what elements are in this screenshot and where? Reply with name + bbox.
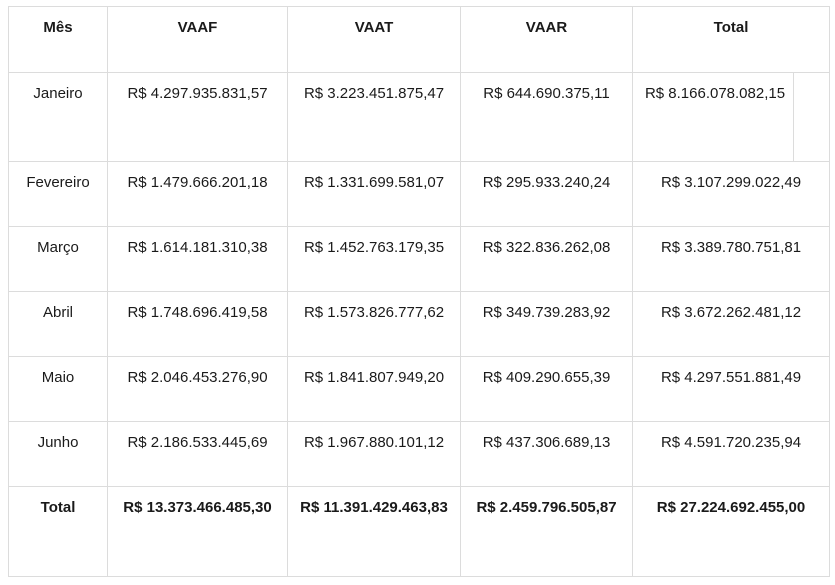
total-cell-text: R$ 8.166.078.082,15 bbox=[644, 85, 786, 102]
vaaf-total-cell: R$ 13.373.466.485,30 bbox=[108, 487, 288, 577]
header-total: Total bbox=[633, 7, 830, 73]
month-cell: Janeiro bbox=[9, 73, 108, 162]
grand-total-cell: R$ 27.224.692.455,00 bbox=[633, 487, 830, 577]
vaaf-cell: R$ 2.046.453.276,90 bbox=[108, 357, 288, 422]
header-vaar: VAAR bbox=[461, 7, 633, 73]
total-cell: R$ 4.591.720.235,94 bbox=[633, 422, 830, 487]
month-cell: Junho bbox=[9, 422, 108, 487]
vaaf-cell: R$ 1.748.696.419,58 bbox=[108, 292, 288, 357]
vaar-total-cell: R$ 2.459.796.505,87 bbox=[461, 487, 633, 577]
table-total-row bbox=[9, 487, 830, 577]
vaat-cell: R$ 1.841.807.949,20 bbox=[288, 357, 461, 422]
vaat-cell: R$ 1.452.763.179,35 bbox=[288, 227, 461, 292]
month-cell: Maio bbox=[9, 357, 108, 422]
table-row bbox=[9, 292, 830, 357]
monthly-values-table bbox=[8, 6, 830, 577]
table-row bbox=[9, 162, 830, 227]
month-cell: Abril bbox=[9, 292, 108, 357]
vaar-cell: R$ 409.290.655,39 bbox=[461, 357, 633, 422]
header-vaat: VAAT bbox=[288, 7, 461, 73]
vaar-cell: R$ 295.933.240,24 bbox=[461, 162, 633, 227]
table-row bbox=[9, 73, 830, 162]
total-cell: R$ 3.389.780.751,81 bbox=[633, 227, 830, 292]
data-table-container bbox=[8, 6, 829, 577]
total-cell: R$ 3.107.299.022,49 bbox=[633, 162, 830, 227]
table-row bbox=[9, 422, 830, 487]
total-label-cell: Total bbox=[9, 487, 108, 577]
vaat-total-cell: R$ 11.391.429.463,83 bbox=[288, 487, 461, 577]
month-cell: Março bbox=[9, 227, 108, 292]
vaat-cell: R$ 1.967.880.101,12 bbox=[288, 422, 461, 487]
table-header-row bbox=[9, 7, 830, 73]
vaat-cell: R$ 1.331.699.581,07 bbox=[288, 162, 461, 227]
vaar-cell: R$ 322.836.262,08 bbox=[461, 227, 633, 292]
vaar-cell: R$ 349.739.283,92 bbox=[461, 292, 633, 357]
total-cell: R$ 4.297.551.881,49 bbox=[633, 357, 830, 422]
header-vaaf: VAAF bbox=[108, 7, 288, 73]
header-month: Mês bbox=[9, 7, 108, 73]
vaat-cell: R$ 1.573.826.777,62 bbox=[288, 292, 461, 357]
vaar-cell: R$ 644.690.375,11 bbox=[461, 73, 633, 162]
month-cell: Fevereiro bbox=[9, 162, 108, 227]
cell-divider bbox=[793, 73, 794, 161]
vaaf-cell: R$ 1.479.666.201,18 bbox=[108, 162, 288, 227]
total-cell: R$ 3.672.262.481,12 bbox=[633, 292, 830, 357]
vaaf-cell: R$ 1.614.181.310,38 bbox=[108, 227, 288, 292]
total-cell bbox=[633, 73, 830, 162]
vaaf-cell: R$ 4.297.935.831,57 bbox=[108, 73, 288, 162]
table-row bbox=[9, 357, 830, 422]
table-row bbox=[9, 227, 830, 292]
vaaf-cell: R$ 2.186.533.445,69 bbox=[108, 422, 288, 487]
vaar-cell: R$ 437.306.689,13 bbox=[461, 422, 633, 487]
vaat-cell: R$ 3.223.451.875,47 bbox=[288, 73, 461, 162]
